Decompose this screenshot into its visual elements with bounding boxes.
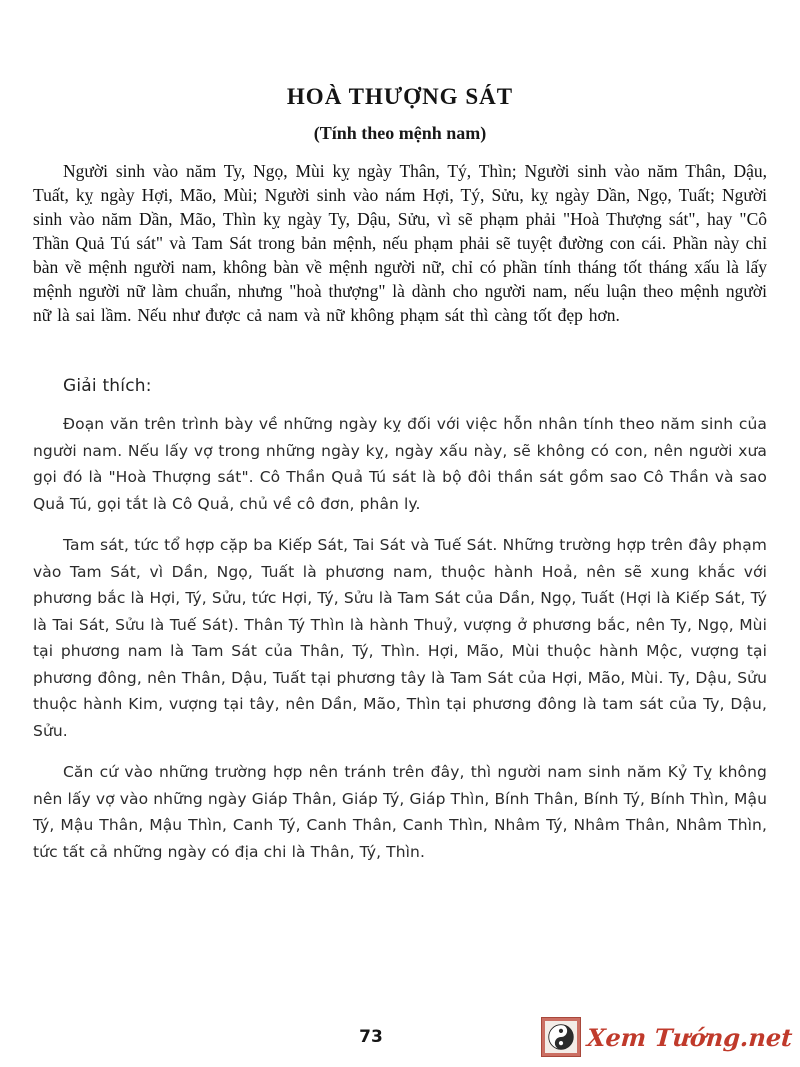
page-number: 73 [359, 1027, 383, 1047]
site-watermark [541, 1017, 792, 1057]
explain-paragraph-3: Căn cứ vào những trường hợp nên tránh trên đây, thì người nam sinh năm Kỷ Tỵ không nên lấy vợ vào những ngày Giáp Thân, Giáp Tý, Giáp Thìn, Bính Thân, Bính Tý, Bính Thìn, Mậu Tý, Mậu Thân, Mậu Thìn, Canh Tý, Canh Thân, Canh Thìn, Nhâm Tý, Nhâm Thân, Nhâm Thìn, tức tất cả những ngày có địa chi là Thân, Tý, Thìn. [33, 763, 767, 861]
page-subtitle: (Tính theo mệnh nam) [313, 123, 487, 143]
page-title: HOÀ THƯỢNG SÁT [286, 84, 514, 109]
explain-paragraph-2: Tam sát, tức tổ hợp cặp ba Kiếp Sát, Tai Sát và Tuế Sát. Những trường hợp trên đây phạm vào Tam Sát, vì Dần, Ngọ, Tuất là phương nam, thuộc hành Hoả, nên sẽ xung khắc với phương bắc là Hợi, Tý, Sửu, tức Hợi, Tý, Sửu là Tam Sát của Dần, Ngọ, Tuất (Hợi là Kiếp Sát, Tý là Tai Sát, Sửu là Tuế Sát). Thân Tý Thìn là hành Thuỷ, vượng ở phương bắc, nên Ty, Ngọ, Mùi tại phương nam là Tam Sát của Thân, Tý, Thìn. Hợi, Mão, Mùi thuộc hành Mộc, vượng tại phương đông, nên Thân, Dậu, Tuất tại phương tây là Tam Sát của Hợi, Mão, Mùi. Ty, Dậu, Sửu thuộc hành Kim, vượng tại tây, nên Dần, Mão, Thìn tại phương đông là tam sát của Ty, Dậu, Sửu. [33, 536, 767, 740]
yin-yang-icon [541, 1017, 581, 1057]
explain-paragraph-1: Đoạn văn trên trình bày về những ngày kỵ đối với việc hỗn nhân tính theo năm sinh của người nam. Nếu lấy vợ trong những ngày kỵ, ngày xấu này, sẽ không có con, nên người xưa gọi đó là "Hoà Thượng sát". Cô Thần Quả Tú sát là bộ đôi thần sát gồm sao Cô Thần và sao Quả Tú, gọi tắt là Cô Quả, chủ về cô đơn, phân ly. [33, 415, 767, 513]
watermark-text: Xem Tướng.net [585, 1022, 794, 1052]
explain-heading: Giải thích: [63, 376, 152, 396]
intro-paragraph: Người sinh vào năm Ty, Ngọ, Mùi kỵ ngày Thân, Tý, Thìn; Người sinh vào năm Thân, Dậu, Tuất, kỵ ngày Hợi, Mão, Mùi; Người sinh vào nám Hợi, Tý, Sửu, kỵ ngày Dần, Ngọ, Tuất; Người sinh vào năm Dần, Mão, Thìn kỵ ngày Ty, Dậu, Sửu, vì sẽ phạm phải "Hoà Thượng sát", hay "Cô Thần Quả Tú sát" và Tam Sát trong bản mệnh, nếu phạm phải sẽ tuyệt đường con cái. Phần này chỉ bàn về mệnh người nam, không bàn về mệnh người nữ, chỉ có phần tính tháng tốt tháng xấu là lấy mệnh người nữ làm chuẩn, nhưng "hoà thượng" là dành cho người nam, nếu luận theo mệnh người nữ là sai lầm. Nếu như được cả nam và nữ không phạm sát thì càng tốt đẹp hơn. [33, 161, 767, 325]
